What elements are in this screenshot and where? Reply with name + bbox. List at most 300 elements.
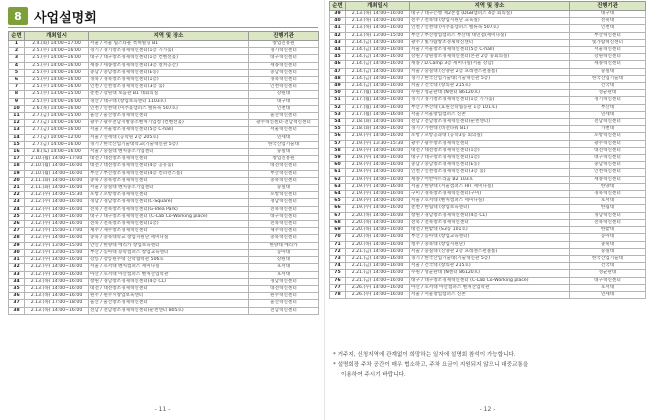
row-org: 부산혁신센터	[570, 32, 646, 39]
table-row	[9, 113, 319, 120]
row-place: 아산 / 호서대 아산캠퍼스 벤처산업학관	[89, 271, 249, 278]
table-header-row	[9, 32, 319, 41]
row-date: 2.12.(수) 14:00~16:00	[25, 206, 89, 213]
table-row	[9, 242, 319, 249]
row-number: 77	[330, 284, 346, 291]
row-date: 2.21.(금) 14:00~16:00	[346, 248, 410, 255]
row-org: 충북혁신센터	[249, 177, 319, 184]
table-row	[9, 55, 319, 62]
row-date: 2.13.(목) 17:00~18:00	[25, 300, 89, 307]
table-row	[330, 205, 646, 212]
row-org: 대구대	[570, 11, 646, 18]
row-number: 55	[330, 126, 346, 133]
row-org: 동아대	[249, 249, 319, 256]
row-date: 2.12.(수) 14:00~16:00	[25, 271, 89, 278]
row-org: 연세대	[570, 291, 646, 298]
row-place: 포항 / 포항공과대 (공학3동 회의실)	[410, 133, 570, 140]
row-org: 충남혁신센터	[570, 162, 646, 169]
row-place: 부산 / 동아대 (창업교육센터)	[410, 234, 570, 241]
row-date: 2.11.(화) 14:00~16:00	[25, 177, 89, 184]
table-row	[330, 39, 646, 46]
row-date: 2.5.(수) 14:00~16:00	[25, 84, 89, 91]
row-place: 창원 / 경남창조경제혁신센터(4층 CL)	[89, 278, 249, 285]
row-place: 전북 / 전북창조경제혁신센터(1층)	[89, 221, 249, 228]
row-place: 경산 / 대구대 (창업보육센터 1103호)	[89, 98, 249, 105]
row-date: 2.10.(월) 14:00~17:00	[25, 156, 89, 163]
table-row	[330, 140, 646, 147]
row-place: 안산 / 한양대 에리카 창업보육센터	[89, 242, 249, 249]
page-number-right: - 12 -	[479, 406, 496, 413]
row-number: 6	[9, 77, 25, 84]
table-row	[9, 285, 319, 292]
table-row	[9, 185, 319, 192]
row-org: 인천혁신센터	[249, 84, 319, 91]
row-date: 2.12.(수) 13:00~15:00	[25, 242, 89, 249]
row-date: 2.21.(금) 14:00~16:00	[346, 270, 410, 277]
row-date: 2.13.(목) 14:00~16:00	[25, 285, 89, 292]
table-row	[330, 104, 646, 111]
row-date: 2.18.(화) 14:00~16:00	[346, 119, 410, 126]
row-number: 1	[9, 41, 25, 48]
row-date: 2.7.(금) 14:00~16:00	[25, 120, 89, 127]
row-date: 2.5.(수) 14:00~16:00	[25, 62, 89, 69]
row-number: 54	[330, 119, 346, 126]
row-number: 72	[330, 248, 346, 255]
row-number: 17	[9, 156, 25, 163]
row-number: 27	[9, 228, 25, 235]
row-org: 대구혁신센터	[249, 55, 319, 62]
table-row	[330, 18, 646, 25]
row-place: 경기 / 한국산업기술대(기술혁신관 5층)	[410, 75, 570, 82]
row-date: 2.12.(수) 14:00~16:00	[25, 257, 89, 264]
table-row	[330, 169, 646, 176]
table-row	[9, 192, 319, 199]
row-place: 서울 / 한양대 (서울캠퍼스 HIT 세미나실)	[410, 183, 570, 190]
table-row	[330, 284, 646, 291]
row-date: 2.26.(수) 14:00~16:00	[346, 291, 410, 298]
row-place: 광주 / 광주전남지방중소벤처기업청 (컨벤션홀)	[89, 120, 249, 127]
row-org: 광주혁신센터·전남혁신센터	[249, 120, 319, 127]
table-row	[9, 264, 319, 271]
note-parking-cont: 이용하여 주시기 바랍니다.	[341, 372, 406, 378]
table-row	[330, 241, 646, 248]
row-date: 2.13.(목) 14:00~16:00	[346, 11, 410, 18]
row-number: 61	[330, 169, 346, 176]
row-date: 2.19.(수) 14:00~16:00	[346, 147, 410, 154]
row-org: 한국산업기술대	[570, 75, 646, 82]
row-date: 2.19.(수) 14:00~16:00	[346, 162, 410, 169]
row-place: 전북 / 전북창조경제혁신센터	[410, 219, 570, 226]
row-date: 2.19.(수) 14:00~16:00	[346, 155, 410, 162]
row-org: 대전혁신센터	[249, 285, 319, 292]
row-org: 서울혁신센터	[249, 127, 319, 134]
table-row	[330, 212, 646, 219]
table-row	[330, 25, 646, 32]
row-number: 38	[9, 307, 25, 314]
row-number: 52	[330, 104, 346, 111]
row-org: 대구대	[249, 98, 319, 105]
row-number: 19	[9, 170, 25, 177]
row-date: 2.14.(금) 14:00~16:00	[346, 68, 410, 75]
row-org: 가천대	[570, 126, 646, 133]
row-place: 아산 / 호서대 아산캠퍼스 벤처산업학관	[410, 284, 570, 291]
row-date: 2.20.(목) 14:00~16:00	[346, 219, 410, 226]
table-row	[9, 257, 319, 264]
table-row	[9, 105, 319, 112]
section-title: 사업설명회	[34, 10, 97, 26]
row-date: 2.8.(토) 14:00~16:00	[25, 149, 89, 156]
row-place: 구미 / 경북창조경제혁신센터(구미)	[410, 191, 570, 198]
row-org: 강원혁신센터	[570, 54, 646, 61]
row-number: 63	[330, 183, 346, 190]
table-row	[330, 291, 646, 298]
row-place: 서울 / 연세대 (공학원 2층 205호)	[89, 134, 249, 141]
row-number: 45	[330, 54, 346, 61]
row-place: 전남 / 전남창조경제혁신센터(순천센터)	[410, 119, 570, 126]
table-row	[330, 32, 646, 39]
row-org: 인천혁신센터	[570, 169, 646, 176]
row-date: 2.19.(수) 14:00~16:00	[346, 176, 410, 183]
table-row	[330, 198, 646, 205]
row-date: 2.19.(수) 14:00~16:00	[346, 191, 410, 198]
row-org: 강원대	[249, 257, 319, 264]
row-number: 20	[9, 177, 25, 184]
row-place: 대구 / 대구창조경제혁신센터(1층 컨벤션홀)	[89, 55, 249, 62]
row-org: 세종혁신센터	[249, 62, 319, 69]
row-number: 51	[330, 97, 346, 104]
row-date: 2.10.(월) 14:00~16:00	[25, 163, 89, 170]
row-number: 66	[330, 205, 346, 212]
row-org: 성균관대	[570, 90, 646, 97]
row-org: 충북혁신센터	[249, 235, 319, 242]
table-row	[330, 255, 646, 262]
row-org: 성균관대	[570, 270, 646, 277]
row-number: 14	[9, 134, 25, 141]
table-row	[330, 47, 646, 54]
table-row	[330, 97, 646, 104]
row-date: 2.14.(금) 14:00~16:00	[346, 39, 410, 46]
row-number: 44	[330, 47, 346, 54]
row-number: 59	[330, 155, 346, 162]
row-place: 수원 / 성균관대 (N센터 86120호)	[410, 90, 570, 97]
row-number: 7	[9, 84, 25, 91]
row-date: 2.20.(목) 14:00~16:00	[346, 212, 410, 219]
row-place: 서울 / 건국대 (창의관 215호)	[410, 83, 570, 90]
table-row	[9, 149, 319, 156]
table-row	[9, 48, 319, 55]
row-date: 2.13.(목) 13:00~15:00	[346, 32, 410, 39]
table-body-left	[9, 41, 319, 315]
table-row	[9, 177, 319, 184]
row-place: 제주 / 제주창조경제혁신센터	[89, 228, 249, 235]
row-org: 전북혁신센터	[249, 206, 319, 213]
row-org: 전북혁신센터	[570, 219, 646, 226]
row-place: 춘천 / 강원대 보듬관 B1 대회의실	[89, 91, 249, 98]
row-date: 2.21.(금) 14:00~16:00	[346, 277, 410, 284]
row-place: 서울 / 건국대 (창의관 215호)	[410, 263, 570, 270]
row-org: 충남혁신센터	[249, 69, 319, 76]
row-date: 2.26.(수) 14:00~16:00	[346, 284, 410, 291]
table-header-row	[330, 2, 646, 11]
row-date: 2.19.(수) 14:00~16:00	[346, 183, 410, 190]
row-org: 전남혁신센터	[249, 307, 319, 314]
row-date: 2.20.(목) 14:00~16:00	[346, 234, 410, 241]
row-place: 대전 / 대전창조경제혁신센터(1층)	[410, 147, 570, 154]
table-row	[9, 271, 319, 278]
row-org: 부산혁신센터	[249, 170, 319, 177]
row-place: 경기 / 경기창조경제혁신센터(1층 기가홀)	[410, 97, 570, 104]
row-place: 세종 / 어반아트리움 B2 103호	[410, 176, 570, 183]
row-date: 2.17.(월) 14:00~16:00	[346, 111, 410, 118]
header-org: 진행기관	[570, 2, 646, 11]
row-date: 2.19.(수) 13:30~15:30	[346, 140, 410, 147]
header-no: 순번	[9, 32, 25, 41]
row-number: 57	[330, 140, 346, 147]
row-place: 경남 / 경남창조경제혁신센터(C-Square)	[89, 199, 249, 206]
row-place: 대전 / 대전창조경제혁신센터	[89, 285, 249, 292]
table-row	[9, 127, 319, 134]
table-row	[9, 307, 319, 314]
row-org: 숭실대	[570, 68, 646, 75]
row-place: 원주 / 원주시창업보육센터	[89, 293, 249, 300]
row-org: 포항혁신센터	[570, 133, 646, 140]
row-date: 2.13.(목) 14:00~16:00	[25, 293, 89, 300]
row-date: 2.12.(수) 14:00~16:00	[25, 264, 89, 271]
row-place: 부산 / 부산대 (효원산학협동관 1층 101호)	[410, 104, 570, 111]
schedule-table-left	[8, 31, 319, 315]
row-org: 동아대	[570, 234, 646, 241]
row-place: 서울 / 숭실대 (신양관 2층 프레젠스펀볼룸)	[410, 68, 570, 75]
row-org: 숭실대	[249, 149, 319, 156]
row-org: 울산혁신센터	[249, 300, 319, 307]
table-row	[9, 293, 319, 300]
row-number: 36	[9, 293, 25, 300]
row-date: 2.17.(월) 14:00~16:00	[346, 97, 410, 104]
section-number: 8	[8, 7, 28, 25]
row-date: 2.14.(금) 14:00~16:00	[346, 61, 410, 68]
page-right	[325, 0, 650, 420]
row-org: 원주혁신센터	[249, 293, 319, 300]
row-place: 대구 / 대구은행 제2본점 (DGB캠퍼스 4층 회의실)	[410, 11, 570, 18]
row-number: 73	[330, 255, 346, 262]
row-place: 서울 / 서울 팁스타운 특허빌딩 B1	[89, 41, 249, 48]
row-place: 서울 / 서울창조경제혁신센터(5층 C-hall)	[410, 47, 570, 54]
row-number: 5	[9, 69, 25, 76]
table-row	[330, 277, 646, 284]
table-row	[9, 163, 319, 170]
row-place: 수원 / 성균관대 (N센터 86120호)	[410, 270, 570, 277]
row-number: 16	[9, 149, 25, 156]
row-date: 2.5.(수) 14:00~16:00	[25, 98, 89, 105]
row-number: 3	[9, 55, 25, 62]
table-row	[9, 41, 319, 48]
row-org: 한밭대	[570, 227, 646, 234]
table-row	[9, 69, 319, 76]
section-header	[8, 5, 148, 27]
row-org: 건국대	[570, 263, 646, 270]
row-place: 인천 / 인천대 (미추홀캠퍼스 벨류독 507호)	[410, 25, 570, 32]
row-place: 경북 / 경북창조경제혁신센터(1층)	[89, 77, 249, 84]
row-date: 2.12.(수) 14:00~16:00	[25, 213, 89, 220]
row-org: 제주혁신센터	[249, 228, 319, 235]
row-place: 충북 / 충북대학교 창업지원단 세미나실	[89, 235, 249, 242]
table-row	[330, 11, 646, 18]
row-place: 대전 / 대전창조경제혁신센터(4층 공유홀)	[89, 163, 249, 170]
table-row	[330, 176, 646, 183]
row-date: 2.7.(금) 10:00~12:00	[25, 134, 89, 141]
row-org: 광주혁신센터	[570, 140, 646, 147]
row-place: 인천 / 인천창조경제혁신센터(3층 홀)	[410, 169, 570, 176]
row-number: 42	[330, 32, 346, 39]
row-number: 75	[330, 270, 346, 277]
row-place: 충남 / 충남창조경제혁신센터(E동)	[89, 69, 249, 76]
row-place: 충남 / 충남창조경제혁신센터(E동)	[410, 162, 570, 169]
header-date: 개최일시	[346, 2, 410, 11]
row-date: 2.7.(금) 14:00~16:00	[25, 127, 89, 134]
row-date: 2.5.(수) 14:00~16:00	[25, 55, 89, 62]
row-number: 47	[330, 68, 346, 75]
row-number: 33	[9, 271, 25, 278]
row-org: 대전혁신센터	[249, 163, 319, 170]
row-org: 호서대	[249, 271, 319, 278]
row-date: 2.6.(목) 14:00~16:00	[25, 105, 89, 112]
row-org: 한양대 에리카	[249, 242, 319, 249]
row-date: 2.12.(수) 14:00~16:00	[25, 221, 89, 228]
row-org: 호서대	[249, 264, 319, 271]
row-number: 9	[9, 98, 25, 105]
row-place: 서울 / 호서대 (벤처캠퍼스 세미나실)	[410, 198, 570, 205]
table-row	[9, 62, 319, 69]
row-number: 34	[9, 278, 25, 285]
table-row	[9, 156, 319, 163]
row-number: 50	[330, 90, 346, 97]
row-place: 인천 / 인천대 (미추홀캠퍼스 벨류독 507호)	[89, 105, 249, 112]
table-row	[330, 90, 646, 97]
table-row	[9, 141, 319, 148]
row-org: 창업진흥원	[249, 156, 319, 163]
table-row	[9, 235, 319, 242]
row-org: 숭실대	[249, 185, 319, 192]
row-number: 65	[330, 198, 346, 205]
row-date: 2.12.(수) 14:00~15:30	[25, 192, 89, 199]
row-number: 2	[9, 48, 25, 55]
row-date: 2.7.(금) 14:00~16:00	[25, 141, 89, 148]
table-row	[9, 84, 319, 91]
row-number: 48	[330, 75, 346, 82]
row-org: 연세대	[249, 134, 319, 141]
row-date: 2.13.(목) 14:00~16:00	[346, 18, 410, 25]
row-org: 한림대	[570, 205, 646, 212]
row-place: 서울 / 숭실대 벤처중소기업센터	[89, 185, 249, 192]
table-row	[9, 120, 319, 127]
row-place: 포항 / 포항창조경제혁신센터	[89, 192, 249, 199]
table-row	[330, 119, 646, 126]
row-date: 2.21.(금) 14:00~16:00	[346, 255, 410, 262]
table-row	[330, 248, 646, 255]
table-row	[330, 270, 646, 277]
row-date: 2.18.(화) 14:00~16:00	[346, 126, 410, 133]
table-row	[330, 162, 646, 169]
row-number: 13	[9, 127, 25, 134]
table-row	[330, 83, 646, 90]
row-org: 경남혁신센터	[570, 212, 646, 219]
row-number: 56	[330, 133, 346, 140]
row-date: 2.21.(금) 14:00~16:00	[346, 263, 410, 270]
row-place: 부산 / 동아대 승학캠퍼스 창업교육센터	[89, 249, 249, 256]
row-place: 청주 / 충북대 (창업지원단)	[410, 241, 570, 248]
row-place: 서울 / 서울창조경제혁신센터(5층 C-hall)	[89, 127, 249, 134]
row-date: 2.13.(목) 14:00~16:00	[346, 25, 410, 32]
row-date: 2.17.(월) 14:00~16:00	[346, 90, 410, 97]
row-date: 2.12.(수) 15:00~17:00	[25, 228, 89, 235]
row-number: 29	[9, 242, 25, 249]
row-org: 대구혁신센터	[570, 277, 646, 284]
row-date: 2.12.(수) 14:00~16:00	[25, 199, 89, 206]
header-rule	[8, 27, 318, 28]
row-number: 43	[330, 39, 346, 46]
table-row	[9, 221, 319, 228]
row-date: 2.13.(목) 14:00~16:00	[25, 307, 89, 314]
row-org: 경남혁신센터	[249, 199, 319, 206]
row-org: 인천대	[570, 25, 646, 32]
row-number: 41	[330, 25, 346, 32]
row-place: 광주 / 빛가람창조경제혁신센터	[410, 39, 570, 46]
row-number: 67	[330, 212, 346, 219]
table-row	[9, 77, 319, 84]
row-place: 대구 / 대구창조경제혁신센터(1층)	[410, 155, 570, 162]
row-place: 경기 / 가천대 (비전타워 B1)	[410, 126, 570, 133]
row-number: 12	[9, 120, 25, 127]
row-place: 전북 / 전북창조경제혁신센터(G-Idea Park)	[89, 206, 249, 213]
table-row	[330, 68, 646, 75]
row-number: 22	[9, 192, 25, 199]
row-org: 빛가람혁신센터	[570, 39, 646, 46]
row-org: 서울혁신센터	[570, 47, 646, 54]
row-place: 서울 / 호서대 벤처캠퍼스 세미나실	[89, 264, 249, 271]
row-org: 전남혁신센터	[570, 119, 646, 126]
row-date: 2.12.(수) 14:00~16:00	[25, 235, 89, 242]
row-org: 경기혁신센터	[570, 97, 646, 104]
row-place: 부산 / 부산창업캠퍼스 부산대 대연점(세미나실)	[410, 32, 570, 39]
table-row	[330, 75, 646, 82]
row-place: 대구 / 대구창조경제혁신센터 (C-Lab Co-Working place)	[89, 213, 249, 220]
row-date: 2.20.(목) 14:00~16:00	[346, 241, 410, 248]
row-number: 28	[9, 235, 25, 242]
row-date: 2.14.(금) 14:00~16:00	[346, 83, 410, 90]
table-row	[9, 134, 319, 141]
row-org: 충북대	[570, 241, 646, 248]
row-place: 창원 / 경남창조경제혁신센터(4층 CL)	[410, 212, 570, 219]
table-row	[330, 219, 646, 226]
row-place: 대전 / 대전창조경제혁신센터	[89, 156, 249, 163]
row-number: 10	[9, 105, 25, 112]
header-place: 지역 및 장소	[89, 32, 249, 41]
row-number: 70	[330, 234, 346, 241]
table-body-right	[330, 11, 646, 299]
row-org: 연세대	[570, 111, 646, 118]
table-row	[9, 249, 319, 256]
row-number: 32	[9, 264, 25, 271]
row-org: 한국산업기술대	[249, 141, 319, 148]
row-place: 경기 / 한국산업기술대학교(기술혁신관 5층)	[89, 141, 249, 148]
row-org: 창업진흥원	[249, 41, 319, 48]
row-date: 2.14.(금) 14:00~16:00	[346, 54, 410, 61]
row-date: 2.14.(금) 14:00~16:00	[346, 47, 410, 54]
row-date: 2.20.(목) 14:00~16:00	[346, 227, 410, 234]
row-place: 경기 / 경기창조경제혁신센터(1층 기가홀)	[89, 48, 249, 55]
row-org: 건국대	[570, 83, 646, 90]
row-date: 2.13.(목) 14:00~16:00	[25, 278, 89, 285]
